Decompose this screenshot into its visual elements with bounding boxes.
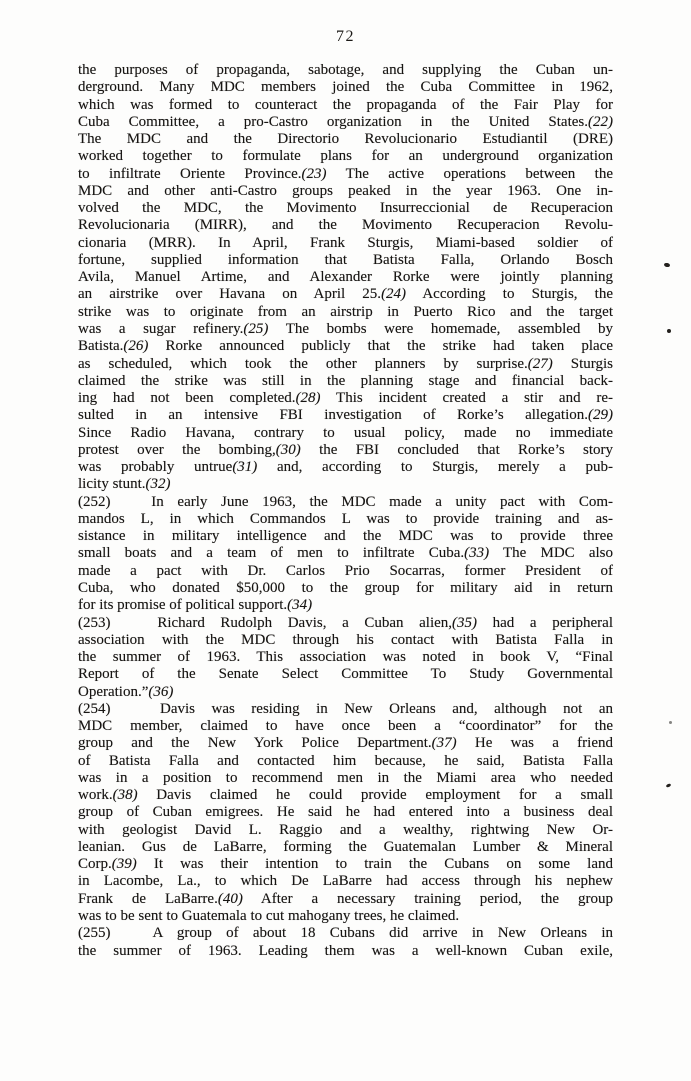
text-line: work.(38) Davis claimed he could provide employment for a small [78,787,613,804]
text-line: mandos L, in which Commandos L was to provide training and as- [78,510,613,527]
text-line: Report of the Senate Select Committee To Study Governmental [78,666,613,683]
ink-speck [667,329,671,333]
text-line: of Batista Falla and contacted him because, he said, Batista Falla [78,752,613,769]
page-body [78,62,613,960]
text-line: ing had not been completed.(28) This incident created a stir and re- [78,390,613,407]
text-line: volved the MDC, the Movimento Insurreccionial de Recuperacion [78,200,613,217]
text-line: claimed the strike was still in the planning stage and financial back- [78,372,613,389]
text-line: derground. Many MDC members joined the Cuba Committee in 1962, [78,79,613,96]
text-line: made a pact with Dr. Carlos Prio Socarras, former President of [78,562,613,579]
text-line: Cuba, who donated $50,000 to the group for military aid in return [78,579,613,596]
text-line: was to be sent to Guatemala to cut mahogany trees, he claimed. [78,908,460,925]
text-line: (255) A group of about 18 Cubans did arrive in New Orleans in [78,925,613,942]
text-line: licity stunt.(32) [78,476,171,493]
text-line: the summer of 1963. This association was noted in book V, “Final [78,649,613,666]
text-line: cionaria (MRR). In April, Frank Sturgis, Miami-based soldier of [78,234,613,251]
text-line: Revolucionaria (MIRR), and the Movimento Recuperacion Revolu- [78,217,613,234]
text-line: worked together to formulate plans for an underground organization [78,148,613,165]
text-line: group and the New York Police Department.(37) He was a friend [78,735,613,752]
text-line: (254) Davis was residing in New Orleans and, although not an [78,700,613,717]
text-line: sulted in an intensive FBI investigation of Rorke’s allegation.(29) [78,407,613,424]
text-line: Operation.”(36) [78,683,174,700]
text-line: in Lacombe, La., to which De LaBarre had access through his nephew [78,873,613,890]
text-line: (253) Richard Rudolph Davis, a Cuban alien,(35) had a peripheral [78,614,613,631]
text-line: Since Radio Havana, contrary to usual policy, made no immediate [78,424,613,441]
text-line: with geologist David L. Raggio and a wealthy, rightwing New Or- [78,821,613,838]
text-line: was probably untrue(31) and, according to Sturgis, merely a pub- [78,459,614,476]
page-number: 72 [336,28,355,45]
text-line: to infiltrate Oriente Province.(23) The active operations between the [78,165,613,182]
text-line: Cuba Committee, a pro-Castro organization in the United States.(22) [78,113,613,130]
text-line: was a sugar refinery.(25) The bombs were homemade, assembled by [78,320,613,337]
text-line: for its promise of political support.(34) [78,597,313,614]
text-line: group of Cuban emigrees. He said he had entered into a business deal [78,804,613,821]
text-line: leanian. Gus de LaBarre, forming the Guatemalan Lumber & Mineral [78,838,613,855]
text-line: Avila, Manuel Artime, and Alexander Rorke were jointly planning [78,269,613,286]
text-line: small boats and a team of men to infiltrate Cuba.(33) The MDC also [78,545,613,562]
text-line: The MDC and the Directorio Revolucionario Estudiantil (DRE) [78,131,613,148]
text-line: association with the MDC through his contact with Batista Falla in [78,631,613,648]
text-line: was in a position to recommend men in the Miami area who needed [78,769,613,786]
text-line: the summer of 1963. Leading them was a well-known Cuban exile, [78,942,613,959]
text-line: the purposes of propaganda, sabotage, and supplying the Cuban un- [78,62,613,78]
text-line: sistance in military intelligence and the MDC was to provide three [78,528,613,545]
text-line: strike was to originate from an airstrip in Puerto Rico and the target [78,303,613,320]
text-line: MDC and other anti-Castro groups peaked in the year 1963. One in- [78,182,613,199]
ink-speck [669,721,672,724]
text-line: an airstrike over Havana on April 25.(24) According to Sturgis, the [78,286,613,303]
ink-speck [664,262,671,267]
text-line: MDC member, claimed to have once been a “coordinator” for the [78,718,613,735]
text-line: Corp.(39) It was their intention to train the Cubans on some land [78,856,613,873]
text-line: Frank de LaBarre.(40) After a necessary training period, the group [78,890,613,907]
text-line: as scheduled, which took the other planners by surprise.(27) Sturgis [78,355,613,372]
text-line: Batista.(26) Rorke announced publicly that the strike had taken place [78,338,613,355]
text-line: protest over the bombing,(30) the FBI concluded that Rorke’s story [78,441,614,458]
text-line: fortune, supplied information that Batista Falla, Orlando Bosch [78,251,613,268]
ink-speck [666,783,672,788]
text-line: which was formed to counteract the propaganda of the Fair Play for [78,96,613,113]
text-line: (252) In early June 1963, the MDC made a unity pact with Com- [78,493,613,510]
